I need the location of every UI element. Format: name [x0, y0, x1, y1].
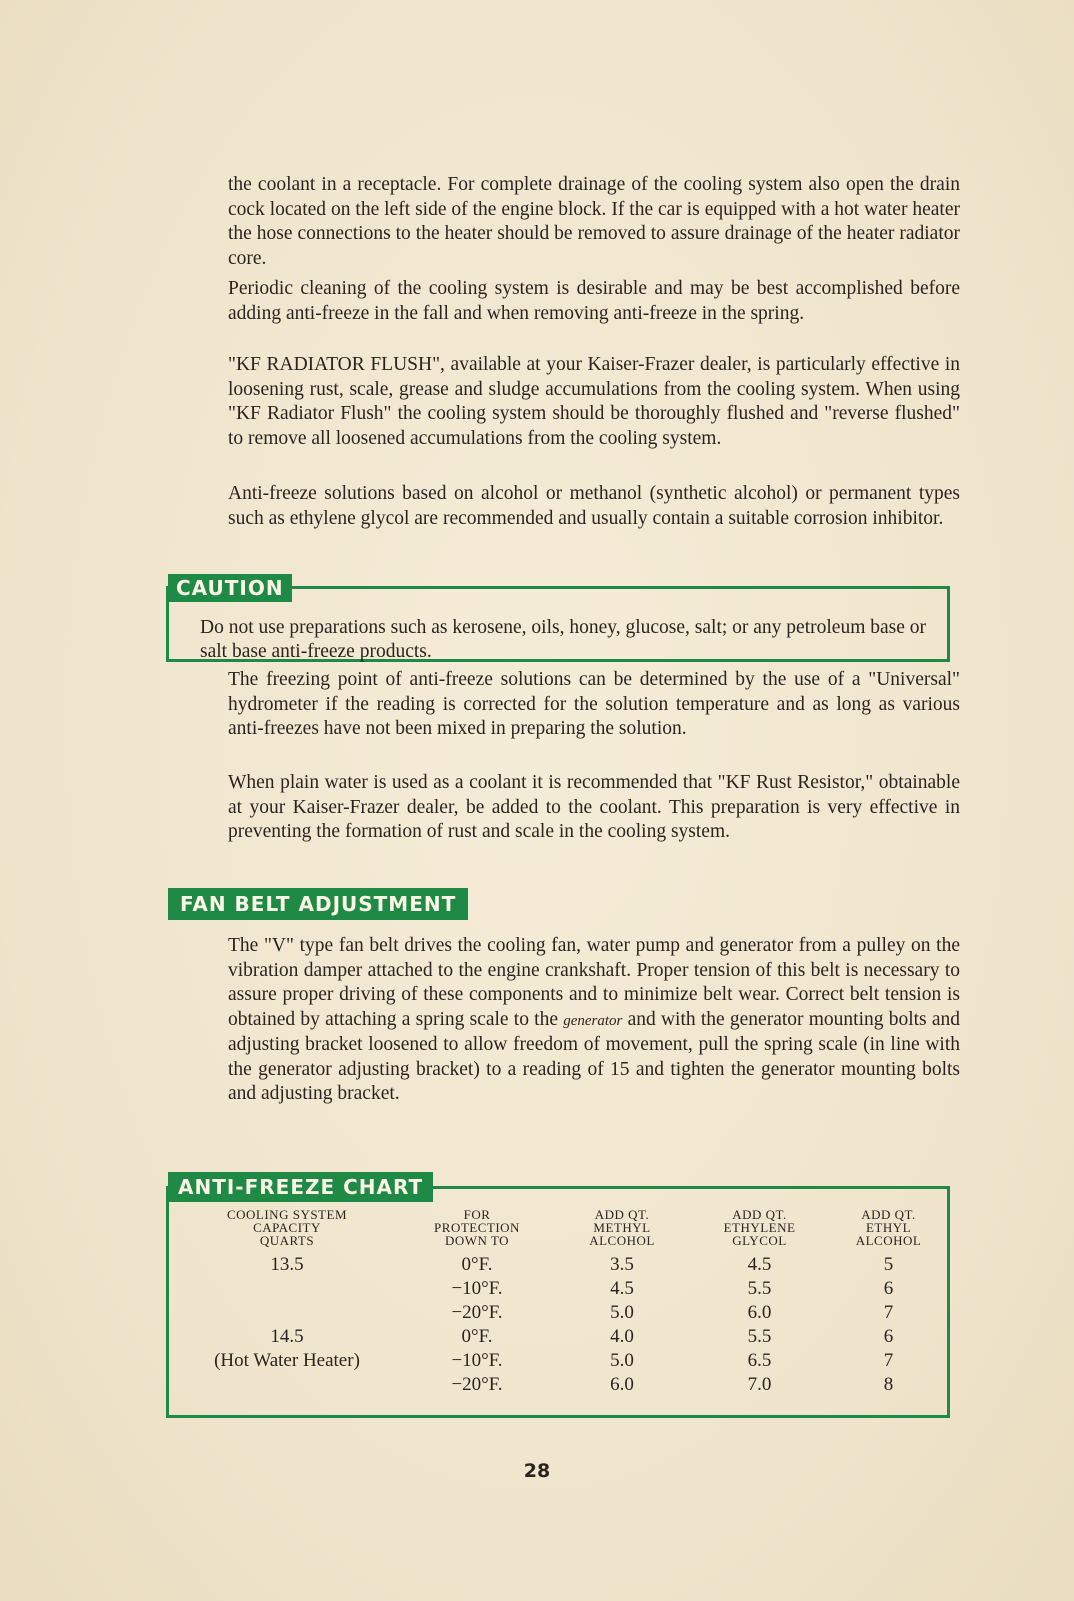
paragraph-fan-belt	[228, 934, 960, 1107]
header-ethyl-alcohol: ADD QT. ETHYL ALCOHOL	[855, 1207, 922, 1248]
cell-protection: −20°F.	[451, 1374, 503, 1395]
table-row	[172, 1325, 950, 1349]
cell-ethyl: 7	[883, 1302, 894, 1323]
cell-ethylene: 5.5	[747, 1326, 772, 1347]
cell-capacity	[172, 1373, 402, 1397]
table-row	[172, 1373, 950, 1397]
cell-ethylene: 6.5	[747, 1350, 772, 1371]
cell-capacity	[172, 1301, 402, 1325]
header-ethylene-glycol: ADD QT. ETHYLENE GLYCOL	[723, 1207, 796, 1248]
cell-methyl: 6.0	[610, 1374, 634, 1395]
paragraph-drainage: the coolant in a receptacle. For complete drainage of the cooling system also open the drain cock located on the left side of the engine block. If the car is equipped with a hot water heater the hose connections to the heater should be removed to assure drainage of the heater radiator core.	[228, 174, 960, 269]
caution-text: Do not use preparations such as kerosene, oils, honey, glucose, salt; or any petroleum base or salt base anti-freeze products.	[200, 617, 927, 662]
page-number: 28	[523, 1460, 551, 1482]
fan-belt-text-before: The "V" type fan belt drives the cooling fan, water pump and generator from a pulley on the vibration damper attached to the engine crankshaft. Proper tension of this belt is necessary to assure proper driving of these components and to minimize belt wear. Correct belt tension is obtained by attaching a spring scale to the	[228, 935, 960, 1030]
cell-protection: −20°F.	[451, 1302, 503, 1323]
cell-methyl: 3.5	[610, 1254, 634, 1275]
cell-capacity: (Hot Water Heater)	[214, 1350, 360, 1371]
cell-ethylene: 6.0	[747, 1302, 772, 1323]
paragraph-rust-resistor: When plain water is used as a coolant it is recommended that "KF Rust Resistor," obtainable at your Kaiser-Frazer dealer, be added to the coolant. This preparation is very effective in preventing the formation of rust and scale in the cooling system.	[228, 772, 960, 842]
table-row	[172, 1349, 950, 1373]
cell-methyl: 5.0	[610, 1302, 634, 1323]
cell-ethyl: 8	[883, 1374, 894, 1395]
cell-protection: 0°F.	[461, 1254, 493, 1275]
table-header-row	[172, 1208, 950, 1253]
paragraph-periodic-cleaning: Periodic cleaning of the cooling system is desirable and may be best accomplished before adding anti-freeze in the fall and when removing anti-freeze in the spring.	[228, 278, 960, 324]
cell-capacity: 14.5	[270, 1326, 304, 1347]
cell-ethyl: 6	[883, 1278, 894, 1299]
cell-protection: −10°F.	[451, 1350, 503, 1371]
header-protection: FOR PROTECTION DOWN TO	[434, 1207, 520, 1248]
fan-belt-text-after: and with the generator mounting bolts and adjusting bracket loosened to allow freedom of movement, pull the spring scale (in line with the generator adjusting bracket) to a reading of 15 and tighten the generator mounting bolts and adjusting bracket.	[228, 1008, 961, 1104]
cell-ethylene: 5.5	[747, 1278, 772, 1299]
cell-capacity: 13.5	[270, 1254, 304, 1275]
cell-methyl: 4.0	[610, 1326, 634, 1347]
paragraph-radiator-flush: "KF RADIATOR FLUSH", available at your Kaiser-Frazer dealer, is particularly effective in loosening rust, scale, grease and sludge accumulations from the cooling system. When using "KF Radiator Flush" the cooling system should be thoroughly flushed and "reverse flushed" to remove all loosened accumulations from the cooling system.	[228, 354, 960, 449]
table-row	[172, 1253, 950, 1277]
cell-ethyl: 5	[883, 1254, 894, 1275]
cell-protection: −10°F.	[451, 1278, 503, 1299]
cell-ethyl: 7	[883, 1350, 894, 1371]
header-methyl-alcohol: ADD QT. METHYL ALCOHOL	[589, 1207, 655, 1248]
paragraph-anti-freeze-solutions: Anti-freeze solutions based on alcohol or methanol (synthetic alcohol) or permanent types such as ethylene glycol are recommended and usually contain a suitable corrosion inhibitor.	[228, 483, 960, 529]
cell-ethylene: 7.0	[747, 1374, 772, 1395]
cell-ethyl: 6	[883, 1326, 894, 1347]
fan-belt-text-italic: generator	[563, 1012, 623, 1029]
header-capacity: COOLING SYSTEM CAPACITY QUARTS	[226, 1207, 348, 1248]
anti-freeze-table	[172, 1208, 950, 1397]
cell-methyl: 5.0	[610, 1350, 634, 1371]
cell-ethylene: 4.5	[747, 1254, 772, 1275]
table-row	[172, 1301, 950, 1325]
cell-protection: 0°F.	[461, 1326, 493, 1347]
cell-methyl: 4.5	[610, 1278, 634, 1299]
paragraph-freezing-point: The freezing point of anti-freeze solutions can be determined by the use of a "Universal" hydrometer if the reading is corrected for the solution temperature and as long as various anti-freezes have not been mixed in preparing the solution.	[228, 669, 960, 739]
table-row	[172, 1277, 950, 1301]
cell-capacity	[172, 1277, 402, 1301]
anti-freeze-chart-label: ANTI-FREEZE CHART	[168, 1172, 433, 1202]
fan-belt-heading: FAN BELT ADJUSTMENT	[168, 888, 468, 920]
caution-label: CAUTION	[168, 574, 292, 602]
